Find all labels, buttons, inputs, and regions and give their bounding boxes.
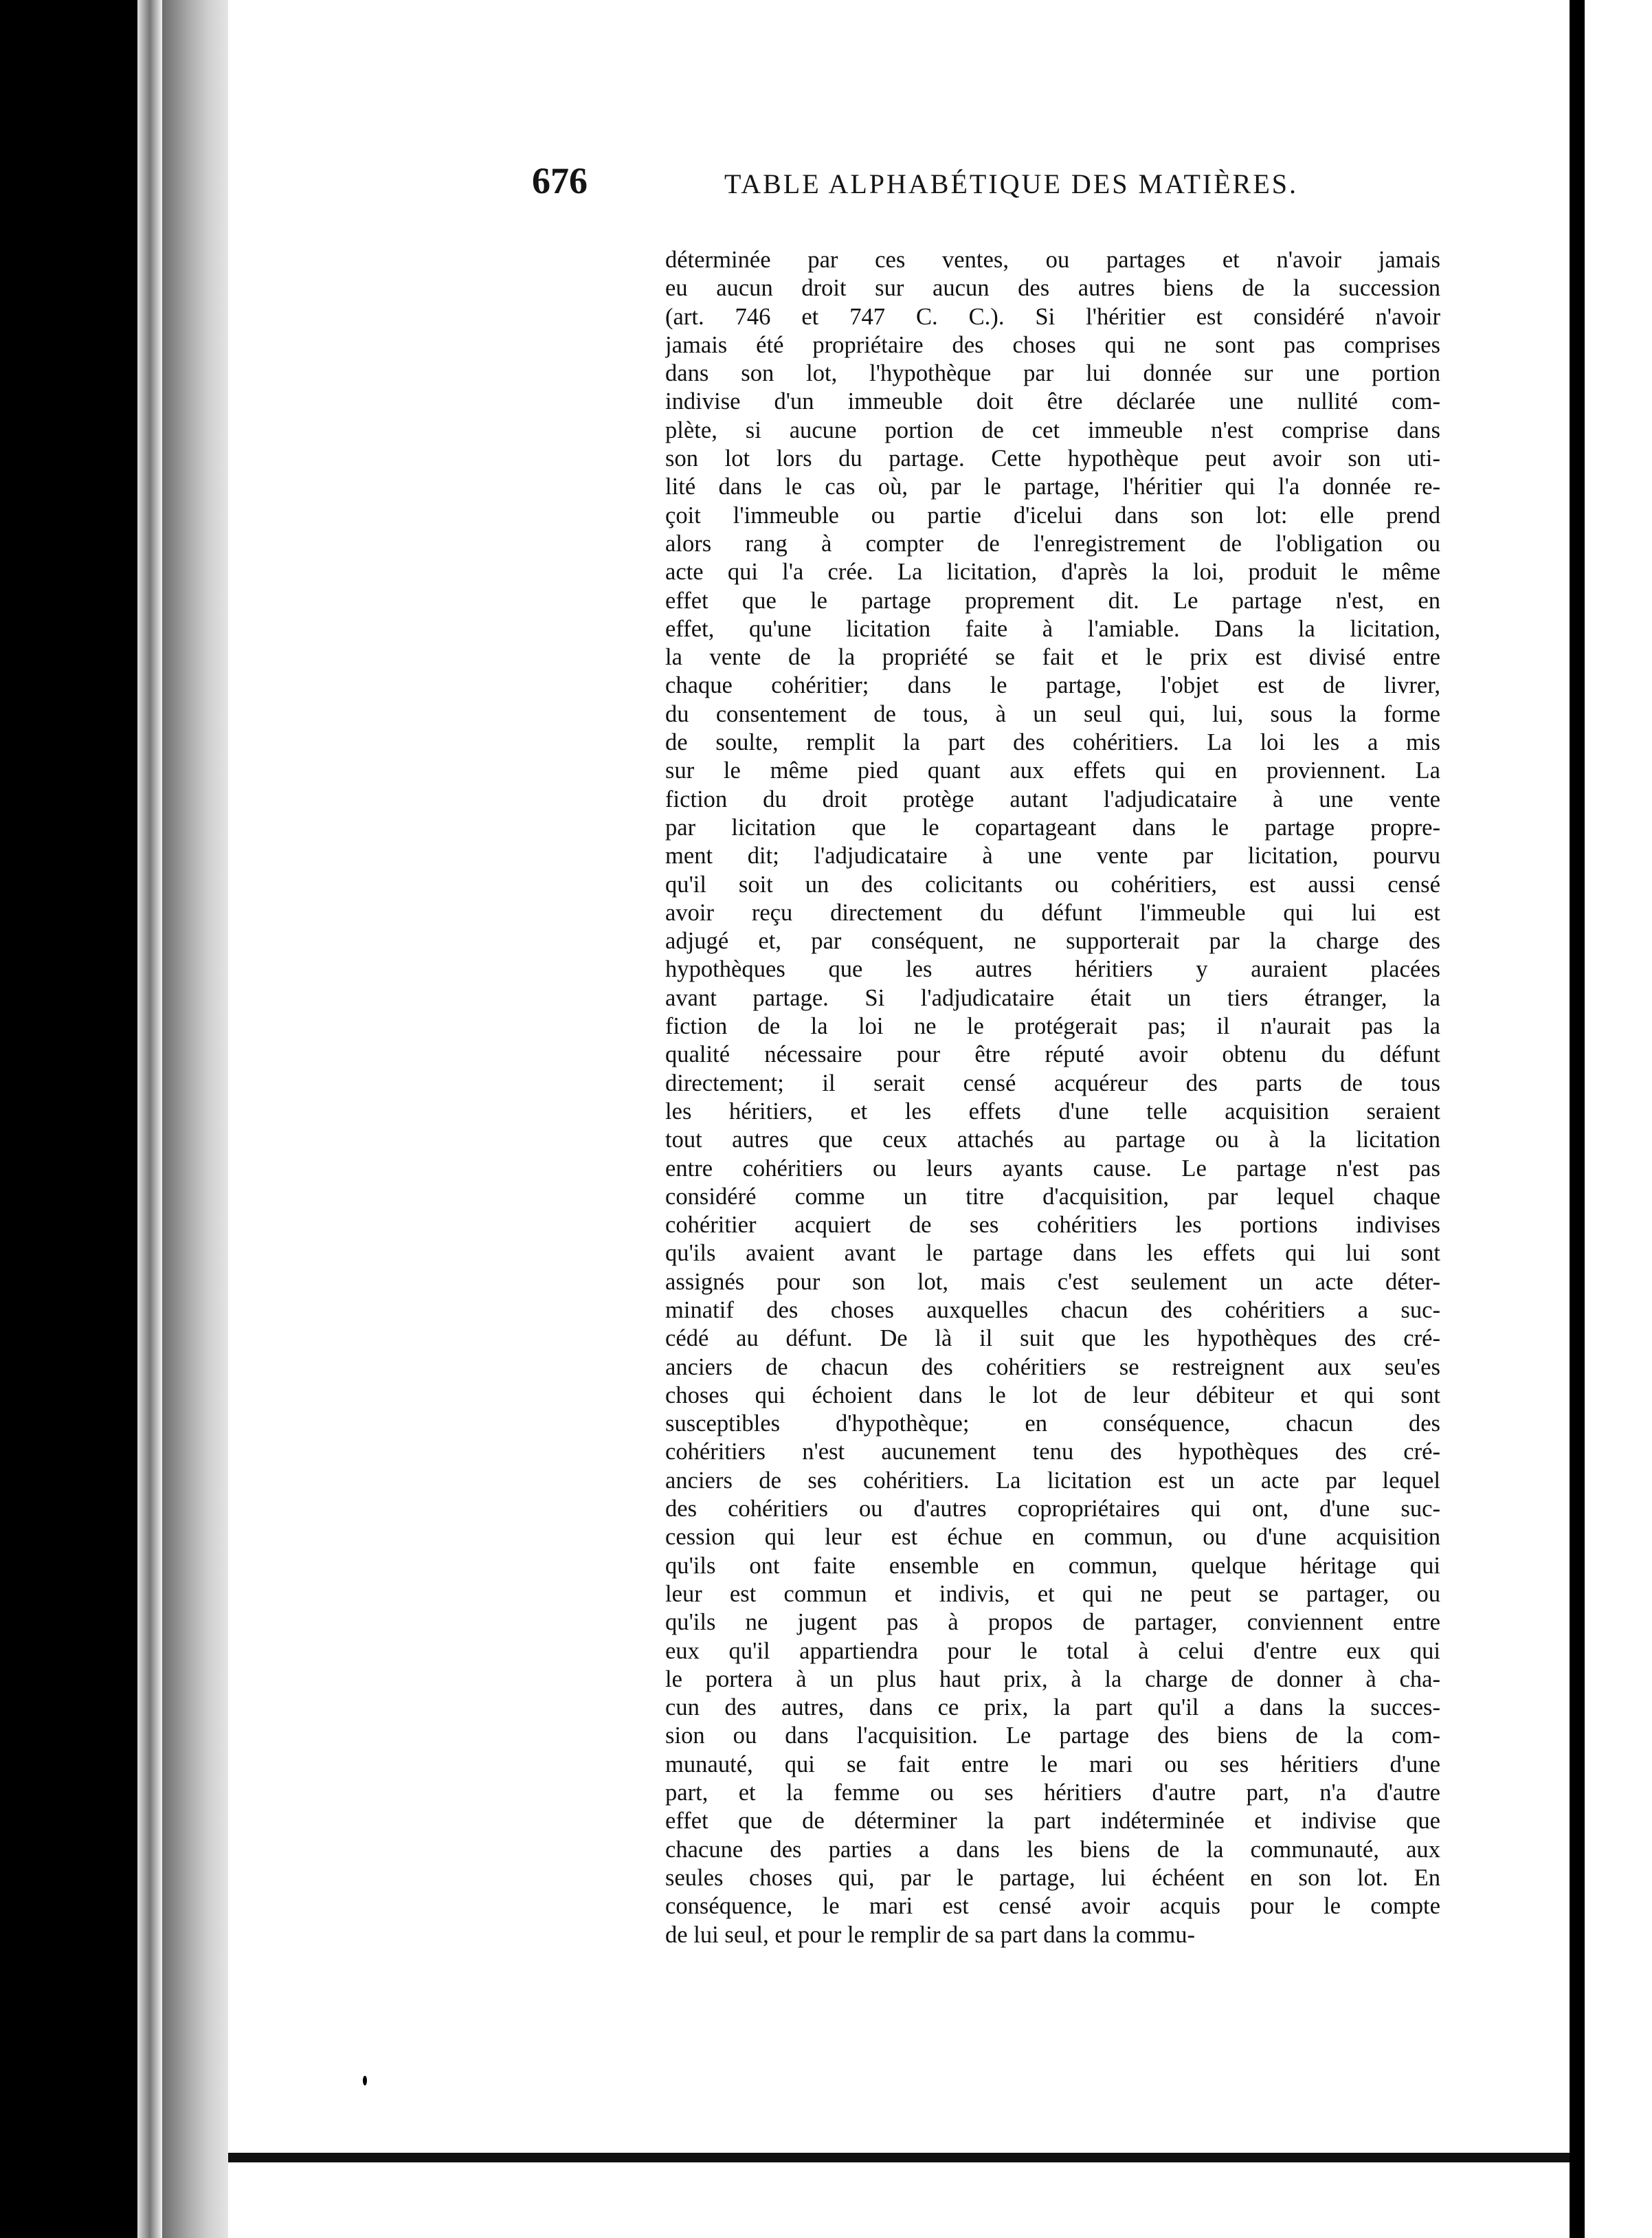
- text-line: seules choses qui, par le partage, lui échéent en son lot. En: [665, 1864, 1440, 1891]
- text-line: tout autres que ceux attachés au partage ou à la licitation: [665, 1127, 1440, 1153]
- text-line: anciers de chacun des cohéritiers se restreignent aux seu'es: [665, 1353, 1440, 1380]
- text-line: jamais été propriétaire des choses qui ne sont pas comprises: [665, 331, 1440, 358]
- text-line: fiction de la loi ne le protégerait pas; il n'aurait pas la: [665, 1013, 1440, 1040]
- text-line: qu'ils avaient avant le partage dans les effets qui lui sont: [665, 1240, 1440, 1267]
- text-line: avoir reçu directement du défunt l'immeuble qui lui est: [665, 899, 1440, 926]
- text-line: minatif des choses auxquelles chacun des cohéritiers a suc-: [665, 1296, 1440, 1323]
- text-line: part, et la femme ou ses héritiers d'autre part, n'a d'autre: [665, 1780, 1440, 1806]
- text-line: conséquence, le mari est censé avoir acquis pour le compte: [665, 1893, 1440, 1920]
- text-line: leur est commun et indivis, et qui ne peut se partager, ou: [665, 1580, 1440, 1607]
- scan-left-margin: [0, 0, 137, 2238]
- text-line: des cohéritiers ou d'autres copropriétaires qui ont, d'une suc-: [665, 1496, 1440, 1522]
- text-line: qualité nécessaire pour être réputé avoir obtenu du défunt: [665, 1041, 1440, 1068]
- scan-speck: [8, 509, 14, 521]
- text-line: cédé au défunt. De là il suit que les hypothèques des cré-: [665, 1325, 1440, 1352]
- text-line: qu'ils ne jugent pas à propos de partager, conviennent entre: [665, 1609, 1440, 1636]
- text-line: les héritiers, et les effets d'une telle acquisition seraient: [665, 1098, 1440, 1124]
- text-line: effet que de déterminer la part indéterminée et indivise que: [665, 1808, 1440, 1835]
- running-title: TABLE ALPHABÉTIQUE DES MATIÈRES.: [724, 168, 1299, 199]
- page-header: [532, 159, 1439, 221]
- text-line: susceptibles d'hypothèque; en conséquence, chacun des: [665, 1410, 1440, 1437]
- text-line: sion ou dans l'acquisition. Le partage des biens de la com-: [665, 1722, 1440, 1749]
- text-line: entre cohéritiers ou leurs ayants cause. Le partage n'est pas: [665, 1155, 1440, 1182]
- text-line: hypothèques que les autres héritiers y auraient placées: [665, 956, 1440, 983]
- text-line: le portera à un plus haut prix, à la charge de donner à cha-: [665, 1665, 1440, 1692]
- text-line: cohéritiers n'est aucunement tenu des hypothèques des cré-: [665, 1439, 1440, 1465]
- text-line: par licitation que le copartageant dans le partage propre-: [665, 814, 1440, 841]
- text-line: munauté, qui se fait entre le mari ou ses héritiers d'une: [665, 1751, 1440, 1777]
- text-line: assignés pour son lot, mais c'est seulement un acte déter-: [665, 1268, 1440, 1295]
- scan-right-margin: [1570, 0, 1652, 2238]
- text-line: son lot lors du partage. Cette hypothèque peut avoir son uti-: [665, 445, 1440, 472]
- text-line: déterminée par ces ventes, ou partages et n'avoir jamais: [665, 247, 1440, 273]
- text-line: (art. 746 et 747 C. C.). Si l'héritier est considéré n'avoir: [665, 303, 1440, 330]
- text-line: qu'ils ont faite ensemble en commun, quelque héritage qui: [665, 1552, 1440, 1579]
- text-line: eu aucun droit sur aucun des autres biens de la succession: [665, 275, 1440, 302]
- scan-bottom-margin: [228, 2153, 1570, 2238]
- text-line: alors rang à compter de l'enregistrement de l'obligation ou: [665, 530, 1440, 557]
- body-text: [665, 246, 1440, 1951]
- text-line: considéré comme un titre d'acquisition, par lequel chaque: [665, 1183, 1440, 1210]
- text-line: acte qui l'a crée. La licitation, d'après la loi, produit le même: [665, 559, 1440, 586]
- text-line: indivise d'un immeuble doit être déclarée une nullité com-: [665, 388, 1440, 415]
- text-line: dans son lot, l'hypothèque par lui donnée sur une portion: [665, 360, 1440, 387]
- text-line: anciers de ses cohéritiers. La licitation est un acte par lequel: [665, 1467, 1440, 1494]
- text-line: la vente de la propriété se fait et le prix est divisé entre: [665, 644, 1440, 671]
- text-line: du consentement de tous, à un seul qui, lui, sous la forme: [665, 700, 1440, 727]
- text-line: lité dans le cas où, par le partage, l'héritier qui l'a donnée re-: [665, 474, 1440, 500]
- scan-edge: [137, 0, 162, 2238]
- text-line: choses qui échoient dans le lot de leur débiteur et qui sont: [665, 1382, 1440, 1408]
- text-line: avant partage. Si l'adjudicataire était un tiers étranger, la: [665, 984, 1440, 1011]
- text-line: cession qui leur est échue en commun, ou d'une acquisition: [665, 1524, 1440, 1551]
- text-line: çoit l'immeuble ou partie d'icelui dans son lot: elle prend: [665, 502, 1440, 529]
- text-line: ment dit; l'adjudicataire à une vente par licitation, pourvu: [665, 843, 1440, 869]
- scan-speck: [363, 2076, 367, 2085]
- book-spine: [162, 0, 228, 2238]
- text-line: cohéritier acquiert de ses cohéritiers les portions indivises: [665, 1212, 1440, 1239]
- text-line: chaque cohéritier; dans le partage, l'objet est de livrer,: [665, 672, 1440, 699]
- text-line: de lui seul, et pour le remplir de sa part dans la commu-: [665, 1921, 1196, 1948]
- text-line: qu'il soit un des colicitants ou cohéritiers, est aussi censé: [665, 871, 1440, 898]
- text-line: adjugé et, par conséquent, ne supporterait par la charge des: [665, 928, 1440, 955]
- text-line: fiction du droit protège autant l'adjudicataire à une vente: [665, 786, 1440, 812]
- page-number: 676: [532, 160, 588, 201]
- text-line: plète, si aucune portion de cet immeuble n'est comprise dans: [665, 417, 1440, 443]
- text-line: effet que le partage proprement dit. Le partage n'est, en: [665, 587, 1440, 614]
- text-line: de soulte, remplit la part des cohéritiers. La loi les a mis: [665, 729, 1440, 756]
- text-line: directement; il serait censé acquéreur des parts de tous: [665, 1070, 1440, 1096]
- text-line: sur le même pied quant aux effets qui en proviennent. La: [665, 757, 1440, 784]
- text-line: chacune des parties a dans les biens de la communauté, aux: [665, 1836, 1440, 1863]
- text-line: eux qu'il appartiendra pour le total à celui d'entre eux qui: [665, 1637, 1440, 1664]
- text-line: effet, qu'une licitation faite à l'amiable. Dans la licitation,: [665, 615, 1440, 642]
- text-line: cun des autres, dans ce prix, la part qu'il a dans la succes-: [665, 1694, 1440, 1721]
